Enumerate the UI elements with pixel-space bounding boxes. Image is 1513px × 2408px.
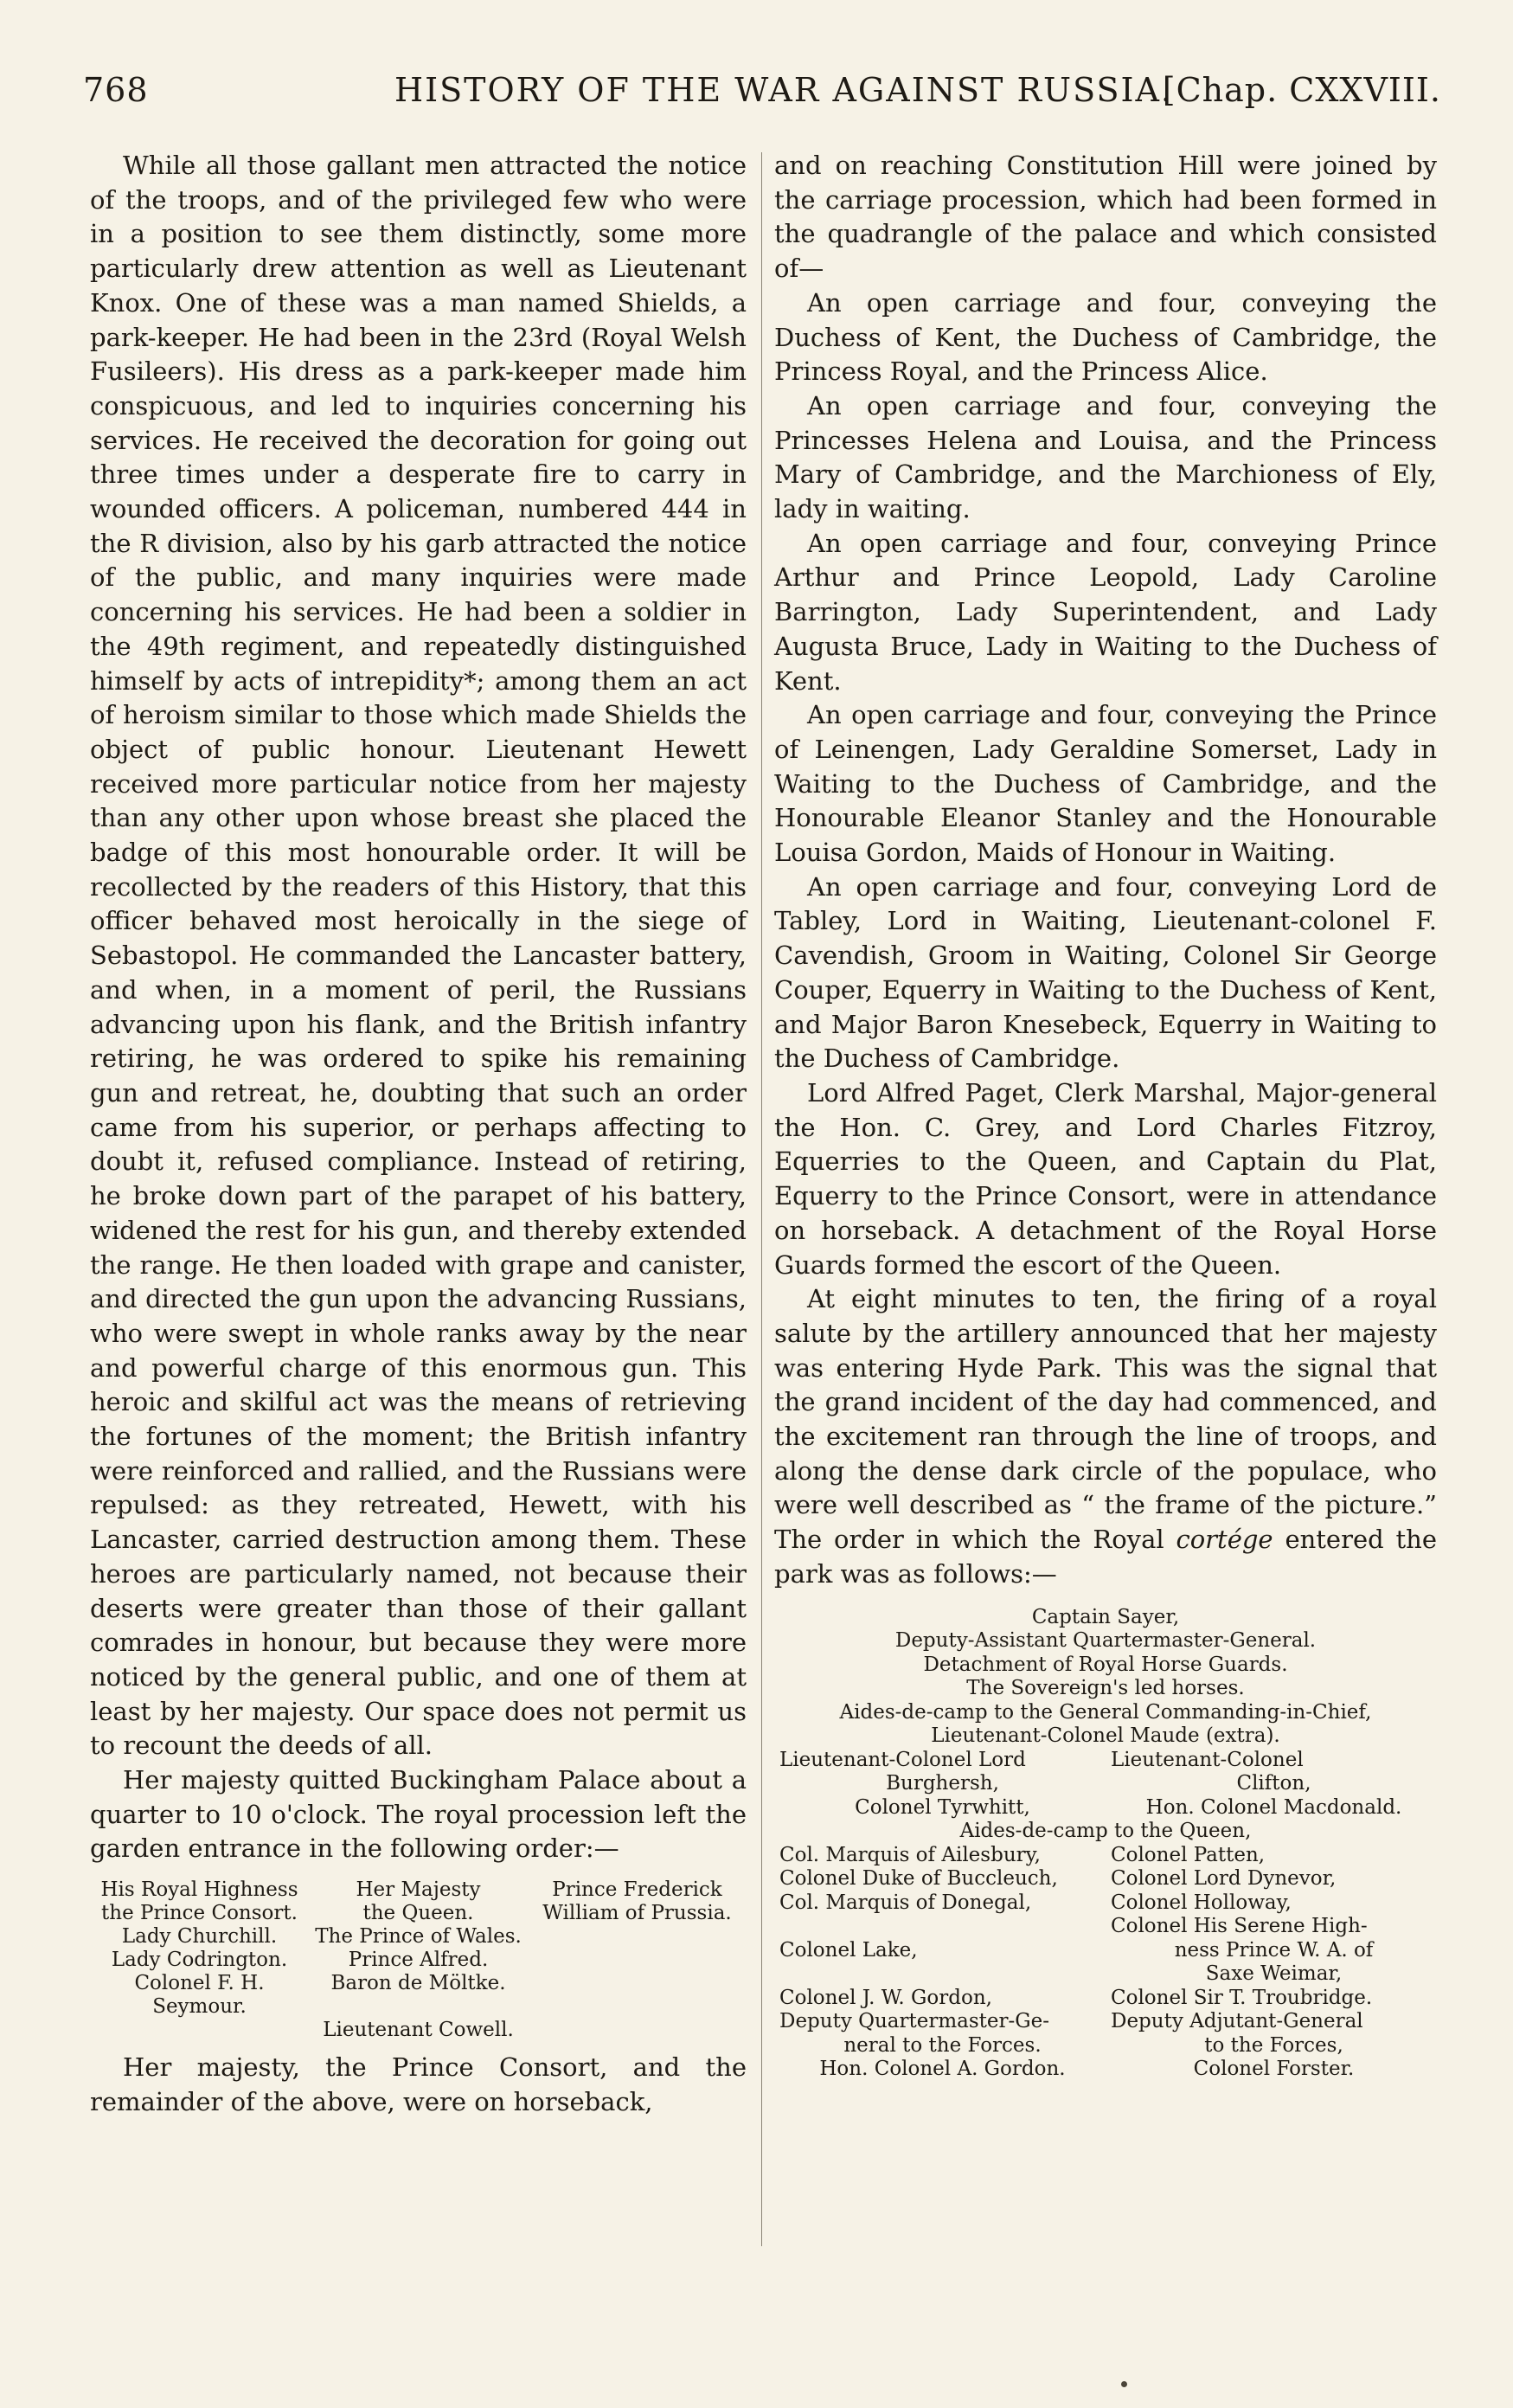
list-item: Deputy-Assistant Quartermaster-General.: [894, 1629, 1317, 1653]
list-item: Colonel Tyrwhitt,: [855, 1795, 1030, 1819]
italic-term: cortége: [1176, 1525, 1273, 1555]
page-number: 768: [83, 71, 149, 109]
list-pair: [774, 1749, 1437, 1820]
list-item: Colonel Forster.: [1193, 2058, 1355, 2081]
list-item: Lieutenant Cowell.: [323, 2019, 514, 2042]
list-item: Deputy Quartermaster-Ge-: [779, 2010, 1050, 2033]
paragraph: Her majesty quitted Buckingham Palace about a quarter to 10 o'clock. The royal procession left the garden entrance in the following order:—: [90, 1765, 747, 1864]
list-item: Colonel Patten,: [1111, 1843, 1266, 1866]
list-item: Clifton,: [1236, 1772, 1311, 1795]
list-item: the Queen.: [362, 1902, 474, 1925]
list-item: Captain Sayer,: [1031, 1605, 1180, 1628]
list-item: Hon. Colonel A. Gordon.: [819, 2058, 1066, 2081]
list-item: to the Forces,: [1204, 2033, 1343, 2057]
column-divider: [761, 152, 762, 2246]
left-column: [90, 149, 747, 2120]
list-item: Colonel Lord Dynevor,: [1111, 1867, 1337, 1891]
list-item: Colonel His Serene High-: [1111, 1915, 1368, 1938]
paragraph: and on reaching Constitution Hill were joined by the carriage procession, which had been formed in the quadrangle of the palace and which consisted of—: [774, 151, 1437, 284]
list-item: Lieutenant-Colonel: [1111, 1748, 1304, 1771]
list-item: Burghersh,: [886, 1772, 999, 1795]
paragraph: An open carriage and four, conveying the Duchess of Kent, the Duchess of Cambridge, the Princess Royal, and the Princess Alice.: [774, 287, 1437, 387]
list-item: Aides-de-camp to the Queen,: [959, 1820, 1252, 1843]
list-item: His Royal Highness: [100, 1878, 298, 1902]
paragraph-text: At eight minutes to ten, the firing of a royal salute by the artillery announced that her majesty was entering Hyde Park. This was the signal that the grand incident of the day had commenced, and the excitement ran through the line of troops, and along the dense dark circle of the populace, who were well described as “ the frame of the picture.” The order in which the Royal: [774, 1284, 1437, 1555]
list-item: Prince Frederick: [552, 1878, 722, 1902]
paragraph: An open carriage and four, conveying Lord de Tabley, Lord in Waiting, Lieutenant-colonel F. Cavendish, Groom in Waiting, Colonel Sir George Couper, Equerry in Waiting to the Duchess of Kent, and Major Baron Knesebeck, Equerry in Waiting to the Duchess of Cambridge.: [774, 871, 1437, 1074]
paragraph: An open carriage and four, conveying the Prince of Leinengen, Lady Geraldine Somerset, Lady in Waiting to the Duchess of Cambridge, and the Honourable Eleanor Stanley and the Honourable Louisa Gordon, Maids of Honour in Waiting.: [774, 700, 1437, 868]
list-item: Lieutenant-Colonel Maude (extra).: [931, 1724, 1280, 1748]
list-item: Her Majesty: [356, 1878, 481, 1902]
list-item: neral to the Forces.: [843, 2033, 1042, 2057]
paragraph: Lord Alfred Paget, Clerk Marshal, Major-general the Hon. C. Grey, and Lord Charles Fitzroy, Equerries to the Queen, and Captain du Plat, Equerry to the Prince Consort, were in attendance on horseback. A detachment of the Royal Horse Guards formed the escort of the Queen.: [774, 1077, 1437, 1280]
running-title: HISTORY OF THE WAR AGAINST RUSSIA.: [394, 71, 1174, 109]
list-item: Hon. Colonel Macdonald.: [1145, 1795, 1402, 1819]
list-item: Colonel Duke of Buccleuch,: [779, 1867, 1058, 1891]
list-item: Col. Marquis of Ailesbury,: [779, 1843, 1041, 1866]
list-item: Colonel Sir T. Troubridge.: [1111, 1986, 1373, 2009]
list-item: The Prince of Wales.: [315, 1925, 522, 1949]
list-item: Colonel J. W. Gordon,: [779, 1986, 992, 2009]
paragraph: Her majesty, the Prince Consort, and the remainder of the above, were on horseback,: [90, 2052, 747, 2116]
paragraph: An open carriage and four, conveying Prince Arthur and Prince Leopold, Lady Caroline Barrington, Lady Superintendent, and Lady Augusta Bruce, Lady in Waiting to the Duchess of Kent.: [774, 528, 1437, 696]
park-order-list: [774, 1606, 1437, 2082]
procession-order-list: [90, 1878, 747, 2042]
list-item: Col. Marquis of Donegal,: [779, 1891, 1032, 1914]
list-item: the Prince Consort.: [101, 1902, 298, 1925]
list-item: Baron de Möltke.: [330, 1972, 506, 1995]
list-item: Colonel Lake,: [779, 1938, 918, 1962]
list-item: Deputy Adjutant-General: [1111, 2010, 1363, 2033]
list-item: Saxe Weimar,: [1205, 1962, 1343, 1986]
list-item: Lady Codrington.: [111, 1949, 288, 1972]
list-item: The Sovereign's led horses.: [966, 1677, 1245, 1700]
list-item: Colonel F. H. Seymour.: [134, 1972, 265, 2019]
list-item: Colonel Holloway,: [1111, 1891, 1292, 1914]
printer-mark: [1121, 2381, 1127, 2387]
list-item: Lieutenant-Colonel Lord: [779, 1748, 1026, 1771]
paragraph-text: entered the park was as follows:—: [774, 1525, 1438, 1589]
list-item: Detachment of Royal Horse Guards.: [923, 1653, 1288, 1676]
list-item: Aides-de-camp to the General Commanding-in-Chief,: [839, 1700, 1372, 1724]
list-item: ness Prince W. A. of: [1174, 1938, 1374, 1962]
paragraph: An open carriage and four, conveying the Princesses Helena and Louisa, and the Princess Mary of Cambridge, and the Marchioness of Ely, lady in waiting.: [774, 390, 1437, 524]
paragraph: [774, 1282, 1437, 1591]
list-item: Prince Alfred.: [348, 1949, 489, 1972]
right-column: [774, 149, 1437, 2082]
paragraph: While all those gallant men attracted the notice of the troops, and of the privileged few who were in a position to see them distinctly, some more particularly drew attention as well as Lieutenant Knox. One of these was a man named Shields, a park-keeper. He had been in the 23rd (Royal Welsh Fusileers). His dress as a park-keeper made him conspicuous, and led to inquiries concerning his services. He received the decoration for going out three times under a desperate fire to carry in wounded officers. A policeman, numbered 444 in the R division, also by his garb attracted the notice of the public, and many inquiries were made concerning his services. He had been a soldier in the 49th regiment, and repeatedly distinguished himself by acts of intrepidity*; among them an act of heroism similar to those which made Shields the object of public honour. Lieutenant Hewett received more particular notice from her majesty than any other upon whose breast she placed the badge of this most honourable order. It will be recollected by the readers of this History, that this officer behaved most heroically in the siege of Sebastopol. He commanded the Lancaster battery, and when, in a moment of peril, the Russians advancing upon his flank, and the British infantry retiring, he was ordered to spike his remaining gun and retreat, he, doubting that such an order came from his superior, or perhaps affecting to doubt it, refused compliance. Instead of retiring, he broke down part of the parapet of his battery, widened the rest for his gun, and thereby extended the range. He then loaded with grape and canister, and directed the gun upon the advancing Russians, who were swept in whole ranks away by the near and powerful charge of this enormous gun. This heroic and skilful act was the means of retrieving the fortunes of the moment; the British infantry were reinforced and rallied, and the Russians were repulsed: as they retreated, Hewett, with his Lancaster, carried destruction among them. These heroes are particularly named, not because their deserts were greater than those of their gallant comrades in honour, but because they were more noticed by the general public, and one of them at least by her majesty. Our space does not permit us to recount the deeds of all.: [90, 151, 747, 1761]
list-item: Lady Churchill.: [121, 1925, 278, 1949]
list-item: William of Prussia.: [542, 1902, 732, 1925]
chapter-label: [Chap. CXXVIII.: [1162, 71, 1441, 109]
list-pair: [774, 1844, 1437, 2082]
